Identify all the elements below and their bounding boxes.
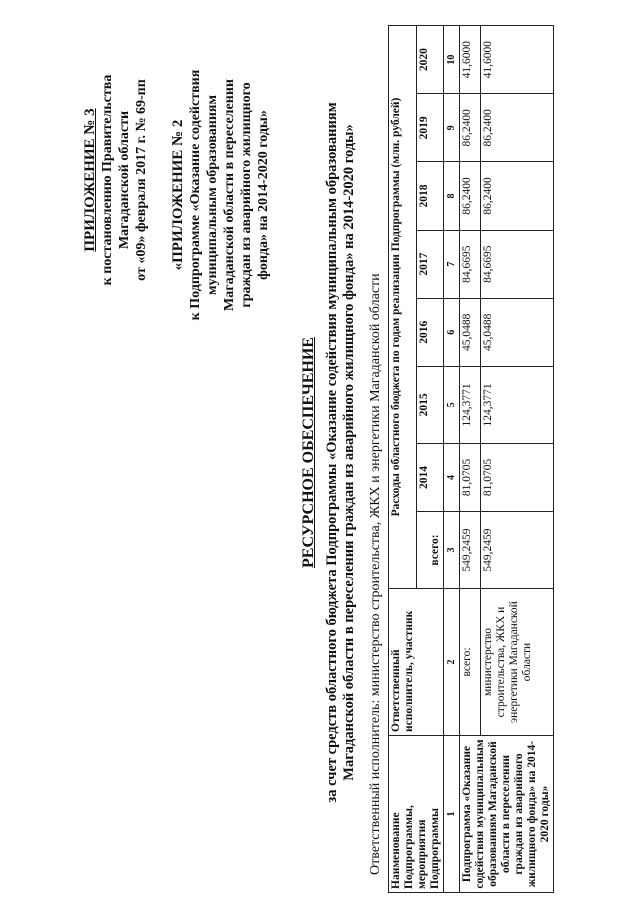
row-value: 45,0488 bbox=[481, 298, 554, 366]
row-value: 124,3771 bbox=[481, 366, 554, 443]
column-number: 5 bbox=[444, 366, 460, 443]
row-value: 124,3771 bbox=[460, 366, 481, 443]
document-subtitle bbox=[324, 40, 358, 865]
appendix-3-line: Магаданской области bbox=[117, 110, 132, 250]
row-value: 84,6695 bbox=[481, 230, 554, 298]
appendix-2-line: фонда» на 2014-2020 годы» bbox=[256, 110, 271, 280]
appendix-2-line: Магаданской области в переселении bbox=[222, 79, 237, 311]
row-value: 41,6000 bbox=[460, 26, 481, 94]
row-value: 86,2400 bbox=[460, 162, 481, 230]
row-value: 81,0705 bbox=[460, 443, 481, 511]
responsible-executor: Ответственный исполнитель: министерство строительства, ЖКХ и энергетики Магаданской области bbox=[368, 273, 383, 875]
row-value: 86,2400 bbox=[481, 162, 554, 230]
program-name: Подпрограмма «Оказание содействия муниципальным образованиям Магаданской области в переселении граждан из аварийного жилищного фонда» на 2014-2020 годы» bbox=[460, 736, 554, 893]
appendix-3-date: от «09» февраля 2017 г. № 69-пп bbox=[134, 79, 149, 281]
row-value: 45,0488 bbox=[460, 298, 481, 366]
appendix-2-line: граждан из аварийного жилищного bbox=[239, 82, 254, 308]
table-row bbox=[460, 26, 481, 893]
row-value: 41,6000 bbox=[481, 26, 554, 94]
subtitle-line: Магаданской области в переселении граждан из аварийного жилищного фонда» на 2014-2020 годы» bbox=[341, 124, 357, 781]
appendix-3-header bbox=[82, 45, 150, 315]
appendix-3-title: ПРИЛОЖЕНИЕ № 3 bbox=[82, 108, 98, 252]
header-expenses: Расходы областного бюджета по годам реализации Подпрограммы (млн. рублей) bbox=[389, 26, 417, 589]
appendix-2-line: муниципальным образованиям bbox=[205, 94, 220, 296]
column-number: 4 bbox=[444, 443, 460, 511]
column-number: 9 bbox=[444, 94, 460, 162]
header-total: всего: bbox=[416, 512, 444, 589]
column-number-row bbox=[444, 26, 460, 893]
header-year: 2015 bbox=[416, 366, 444, 443]
column-number: 3 bbox=[444, 512, 460, 589]
header-year: 2014 bbox=[416, 443, 444, 511]
header-year: 2016 bbox=[416, 298, 444, 366]
column-number: 2 bbox=[444, 589, 460, 736]
document-title: РЕСУРСНОЕ ОБЕСПЕЧЕНИЕ bbox=[300, 337, 317, 568]
row-executor: всего: bbox=[460, 589, 481, 736]
row-value: 81,0705 bbox=[481, 443, 554, 511]
appendix-2-title: «ПРИЛОЖЕНИЕ № 2 bbox=[170, 119, 186, 271]
row-value: 86,2400 bbox=[481, 94, 554, 162]
appendix-3-line: к постановлению Правительства bbox=[100, 74, 115, 286]
budget-table bbox=[388, 25, 554, 893]
header-year: 2020 bbox=[416, 26, 444, 94]
column-number: 8 bbox=[444, 162, 460, 230]
header-executor: Ответственный исполнитель, участник bbox=[389, 589, 444, 736]
header-year: 2018 bbox=[416, 162, 444, 230]
column-number: 6 bbox=[444, 298, 460, 366]
row-value: 84,6695 bbox=[460, 230, 481, 298]
subtitle-line: за счет средств областного бюджета Подпрограммы «Оказание содействия муниципальным образованиям bbox=[324, 102, 340, 803]
header-year: 2019 bbox=[416, 94, 444, 162]
table-header-row bbox=[389, 26, 417, 893]
header-year: 2017 bbox=[416, 230, 444, 298]
column-number: 1 bbox=[444, 736, 460, 893]
row-executor: министерство строительства, ЖКХ и энергетики Магаданской области bbox=[481, 589, 554, 736]
column-number: 10 bbox=[444, 26, 460, 94]
row-total: 549,2459 bbox=[460, 512, 481, 589]
header-name: Наименование Подпрограммы, мероприятия Подпрограммы bbox=[389, 736, 444, 893]
appendix-2-line: к Подпрограмме «Оказание содействия bbox=[188, 69, 203, 321]
row-total: 549,2459 bbox=[481, 512, 554, 589]
column-number: 7 bbox=[444, 230, 460, 298]
row-value: 86,2400 bbox=[460, 94, 481, 162]
appendix-2-header bbox=[170, 45, 272, 345]
